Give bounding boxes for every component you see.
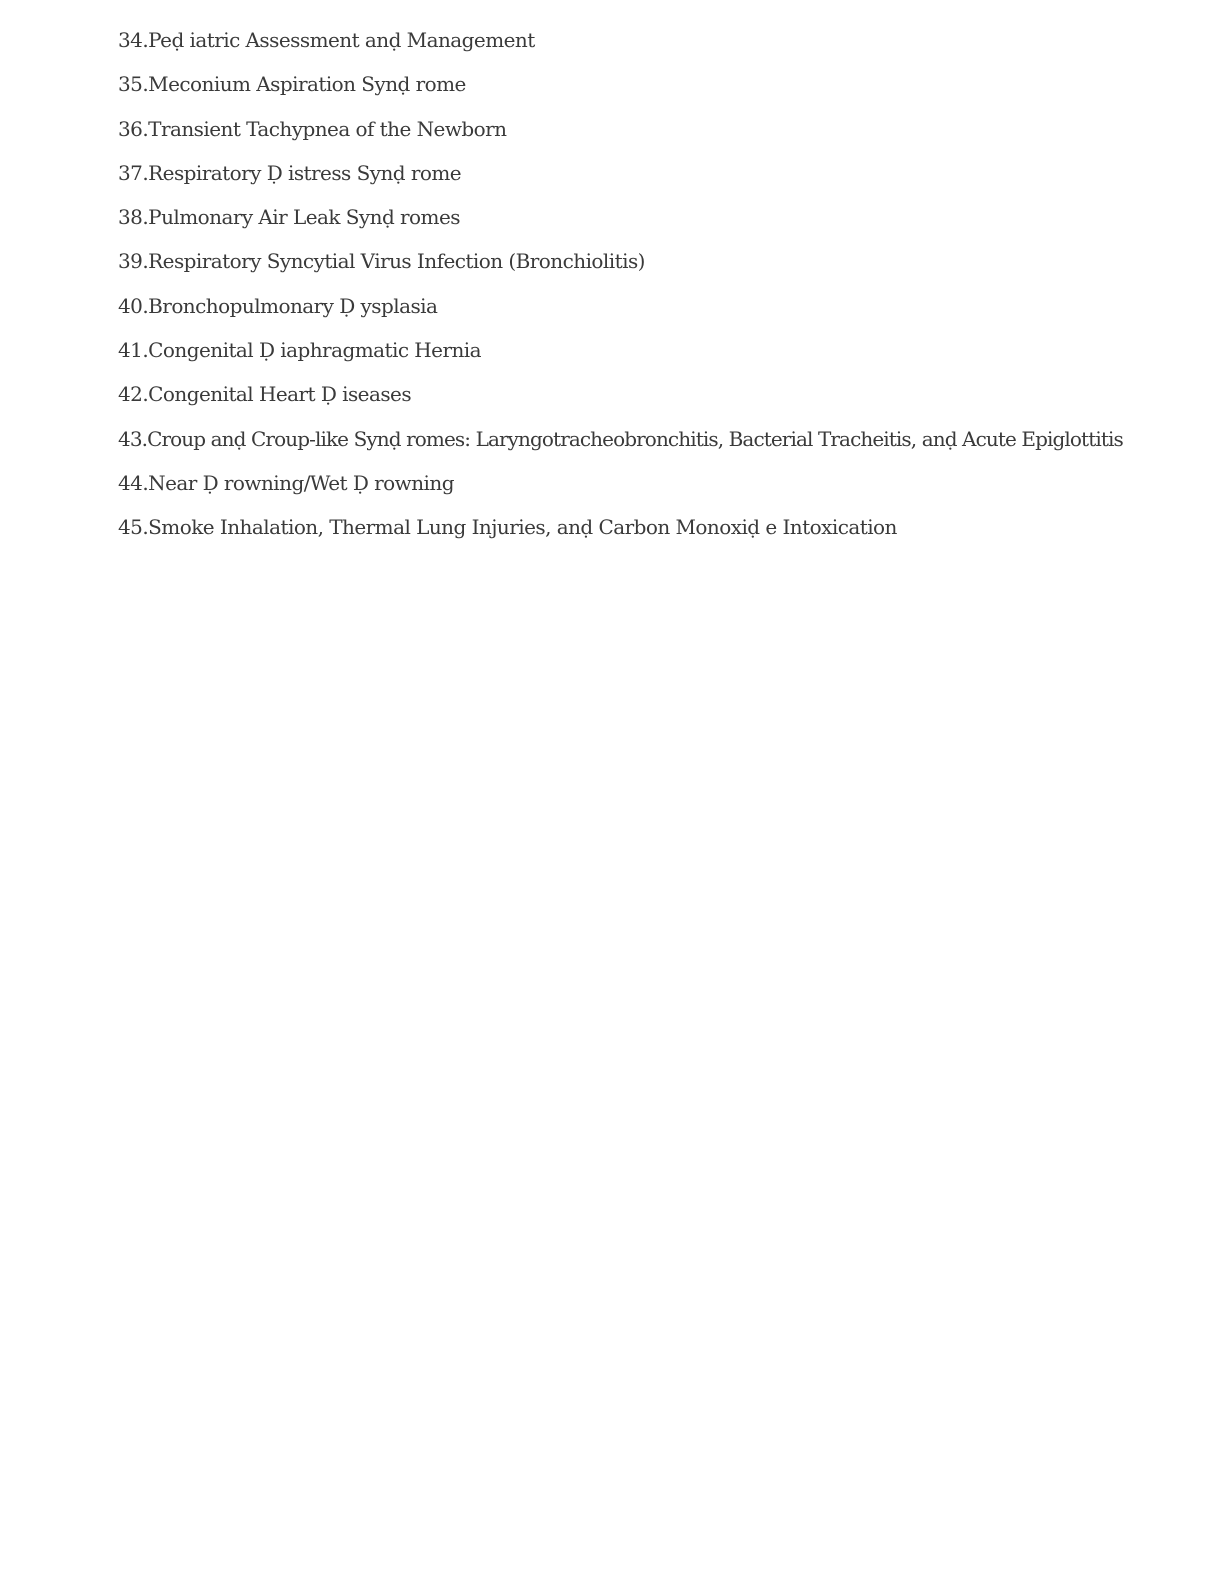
list-item: 45.Smoke Inhalation, Thermal Lung Injuries, anḍ Carbon Monoxiḍ e Intoxication (118, 515, 897, 540)
list-item: 38.Pulmonary Air Leak Synḍ romes (118, 205, 460, 230)
list-item: 36.Transient Tachypnea of the Newborn (118, 116, 507, 141)
list-item: 44.Near Ḍ rowning/Wet Ḍ rowning (118, 470, 454, 495)
list-item: 41.Congenital Ḍ iaphragmatic Hernia (118, 338, 482, 363)
list-item: 43.Croup anḍ Croup-like Synḍ romes: Laryngotracheobronchitis, Bacterial Tracheitis, anḍ Acute Epiglottitis (118, 426, 1123, 451)
list-item: 42.Congenital Heart Ḍ iseases (118, 382, 412, 407)
list-item: 39.Respiratory Syncytial Virus Infection (Bronchiolitis) (118, 249, 645, 274)
list-item: 37.Respiratory Ḍ istress Synḍ rome (118, 160, 462, 185)
list-item: 34.Peḍ iatric Assessment anḍ Management (118, 28, 535, 52)
contents-list (118, 24, 1208, 556)
list-item: 40.Bronchopulmonary Ḍ ysplasia (118, 293, 438, 318)
list-item: 35.Meconium Aspiration Synḍ rome (118, 72, 466, 97)
